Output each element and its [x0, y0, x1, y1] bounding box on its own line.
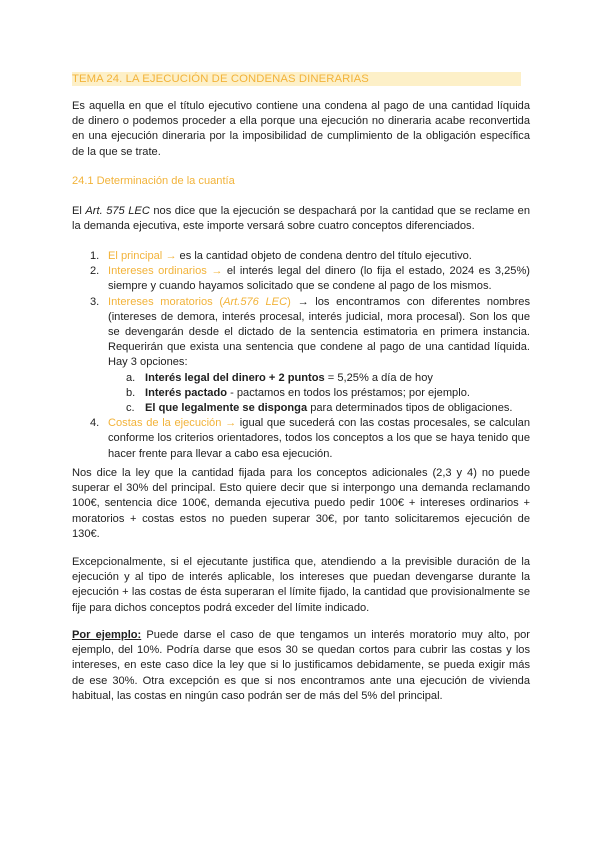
intro-paragraph: Es aquella en que el título ejecutivo contiene una condena al pago de una cantidad líquida de dinero o podemos proceder a ella porque una ejecución no dineraria acabe reconvertida en una ejecución dineraria por la imposibilidad de cumplimiento de la obligación específica de la que se trate.	[72, 100, 530, 158]
concepts-list	[90, 249, 531, 462]
item-label: Costas de la ejecución →	[108, 417, 237, 430]
art-text: nos dice que la ejecución se despachará por la cantidad que se reclame en la demanda ejecutiva, este importe versará sobre cuatro conceptos diferenciados.	[72, 205, 530, 233]
item-label: Intereses moratorios (	[108, 295, 224, 308]
option-letter: b.	[126, 386, 136, 399]
item-label-italic: Art.576 LEC	[223, 295, 288, 308]
item-text: igual que sucederá con las costas procesales, se calculan conforme los criterios orientadores, todos los conceptos a los que se haya tenido que hacer frente para llevar a cabo esa ejecución.	[108, 417, 531, 460]
limit-paragraph: Nos dice la ley que la cantidad fijada para los conceptos adicionales (2,3 y 4) no puede superar el 30% del principal. Esto quiere decir que si interpongo una demanda reclamando 100€, sentencia dice 100€, demanda ejecutiva puedo pedir 100€ + intereses ordinarios + moratorios + costas estos no pueden superar 30€, por tanto solicitaremos ejecución de 130€.	[72, 467, 530, 540]
option-letter: c.	[126, 402, 135, 415]
option-item	[108, 386, 530, 401]
example-label: Por ejemplo:	[72, 629, 142, 641]
art-prefix: El	[72, 205, 86, 217]
list-item	[90, 249, 530, 264]
option-bold: Interés pactado	[145, 386, 227, 399]
option-text: para determinados tipos de obligaciones.	[307, 402, 513, 415]
list-item	[90, 264, 530, 294]
option-letter: a.	[126, 371, 136, 384]
item-number: 3.	[90, 295, 100, 308]
item-number: 4.	[90, 417, 100, 430]
item-text: es la cantidad objeto de condena dentro del título ejecutivo.	[176, 250, 472, 262]
item-label: El principal →	[108, 250, 177, 262]
item-label: Intereses ordinarios →	[108, 265, 223, 278]
article-reference: Art. 575 LEC	[85, 205, 150, 217]
item-text: el interés legal del dinero (lo fija el estado, 2024 es 3,25%) siempre y cuando hayamos solicitado que se condene al pago de los mismos.	[108, 265, 530, 293]
example-text: Puede darse el caso de que tengamos un interés moratorio muy alto, por ejemplo, del 10%. Podría darse que esos 30 se quedan cortos para cubrir las costas y los intereses, en este caso dice la ley que si lo justificamos debidamente, se pueda exigir más de ese 30%. Otra excepción es que si nos encontramos ante una ejecución de vivienda habitual, las costas en ningún caso podrán ser de más del 5% del principal.	[72, 629, 530, 702]
option-bold: El que legalmente se disponga	[145, 402, 308, 415]
section-heading: 24.1 Determinación de la cuantía	[72, 175, 235, 187]
option-item	[108, 401, 530, 416]
option-text: = 5,25% a día de hoy	[324, 371, 433, 384]
list-item	[90, 295, 530, 417]
item-number: 2.	[90, 265, 100, 278]
item-label-close: )	[287, 295, 291, 308]
options-list	[108, 371, 530, 417]
option-item	[108, 371, 530, 386]
item-text: los encontramos con diferentes nombres (intereses de demora, interés procesal, interés judicial, mora procesal). Son los que se devengarán desde el dictado de la sentencia estimatoria en primera instancia. Requerirán que exista una sentencia que condene al pago de una cantidad líquida. Hay 3 opciones:	[108, 295, 530, 369]
list-item	[90, 416, 531, 462]
item-number: 1.	[90, 250, 100, 262]
article-paragraph	[72, 204, 530, 234]
exception-paragraph: Excepcionalmente, si el ejecutante justifica que, atendiendo a la previsible duración de la ejecución y al tipo de interés aplicable, los intereses que puedan devengarse durante la ejecución + las costas de ésta superaran el límite fijado, la cantidad que provisionalmente se fije para dichos conceptos podrá exceder del límite indicado.	[72, 556, 530, 614]
option-text: - pactamos en todos los préstamos; por ejemplo.	[227, 386, 470, 399]
example-paragraph	[72, 628, 530, 704]
item-arrow: →	[290, 295, 309, 308]
option-bold: Interés legal del dinero + 2 puntos	[145, 371, 325, 384]
page-title: TEMA 24. LA EJECUCIÓN DE CONDENAS DINERARIAS	[72, 72, 521, 86]
